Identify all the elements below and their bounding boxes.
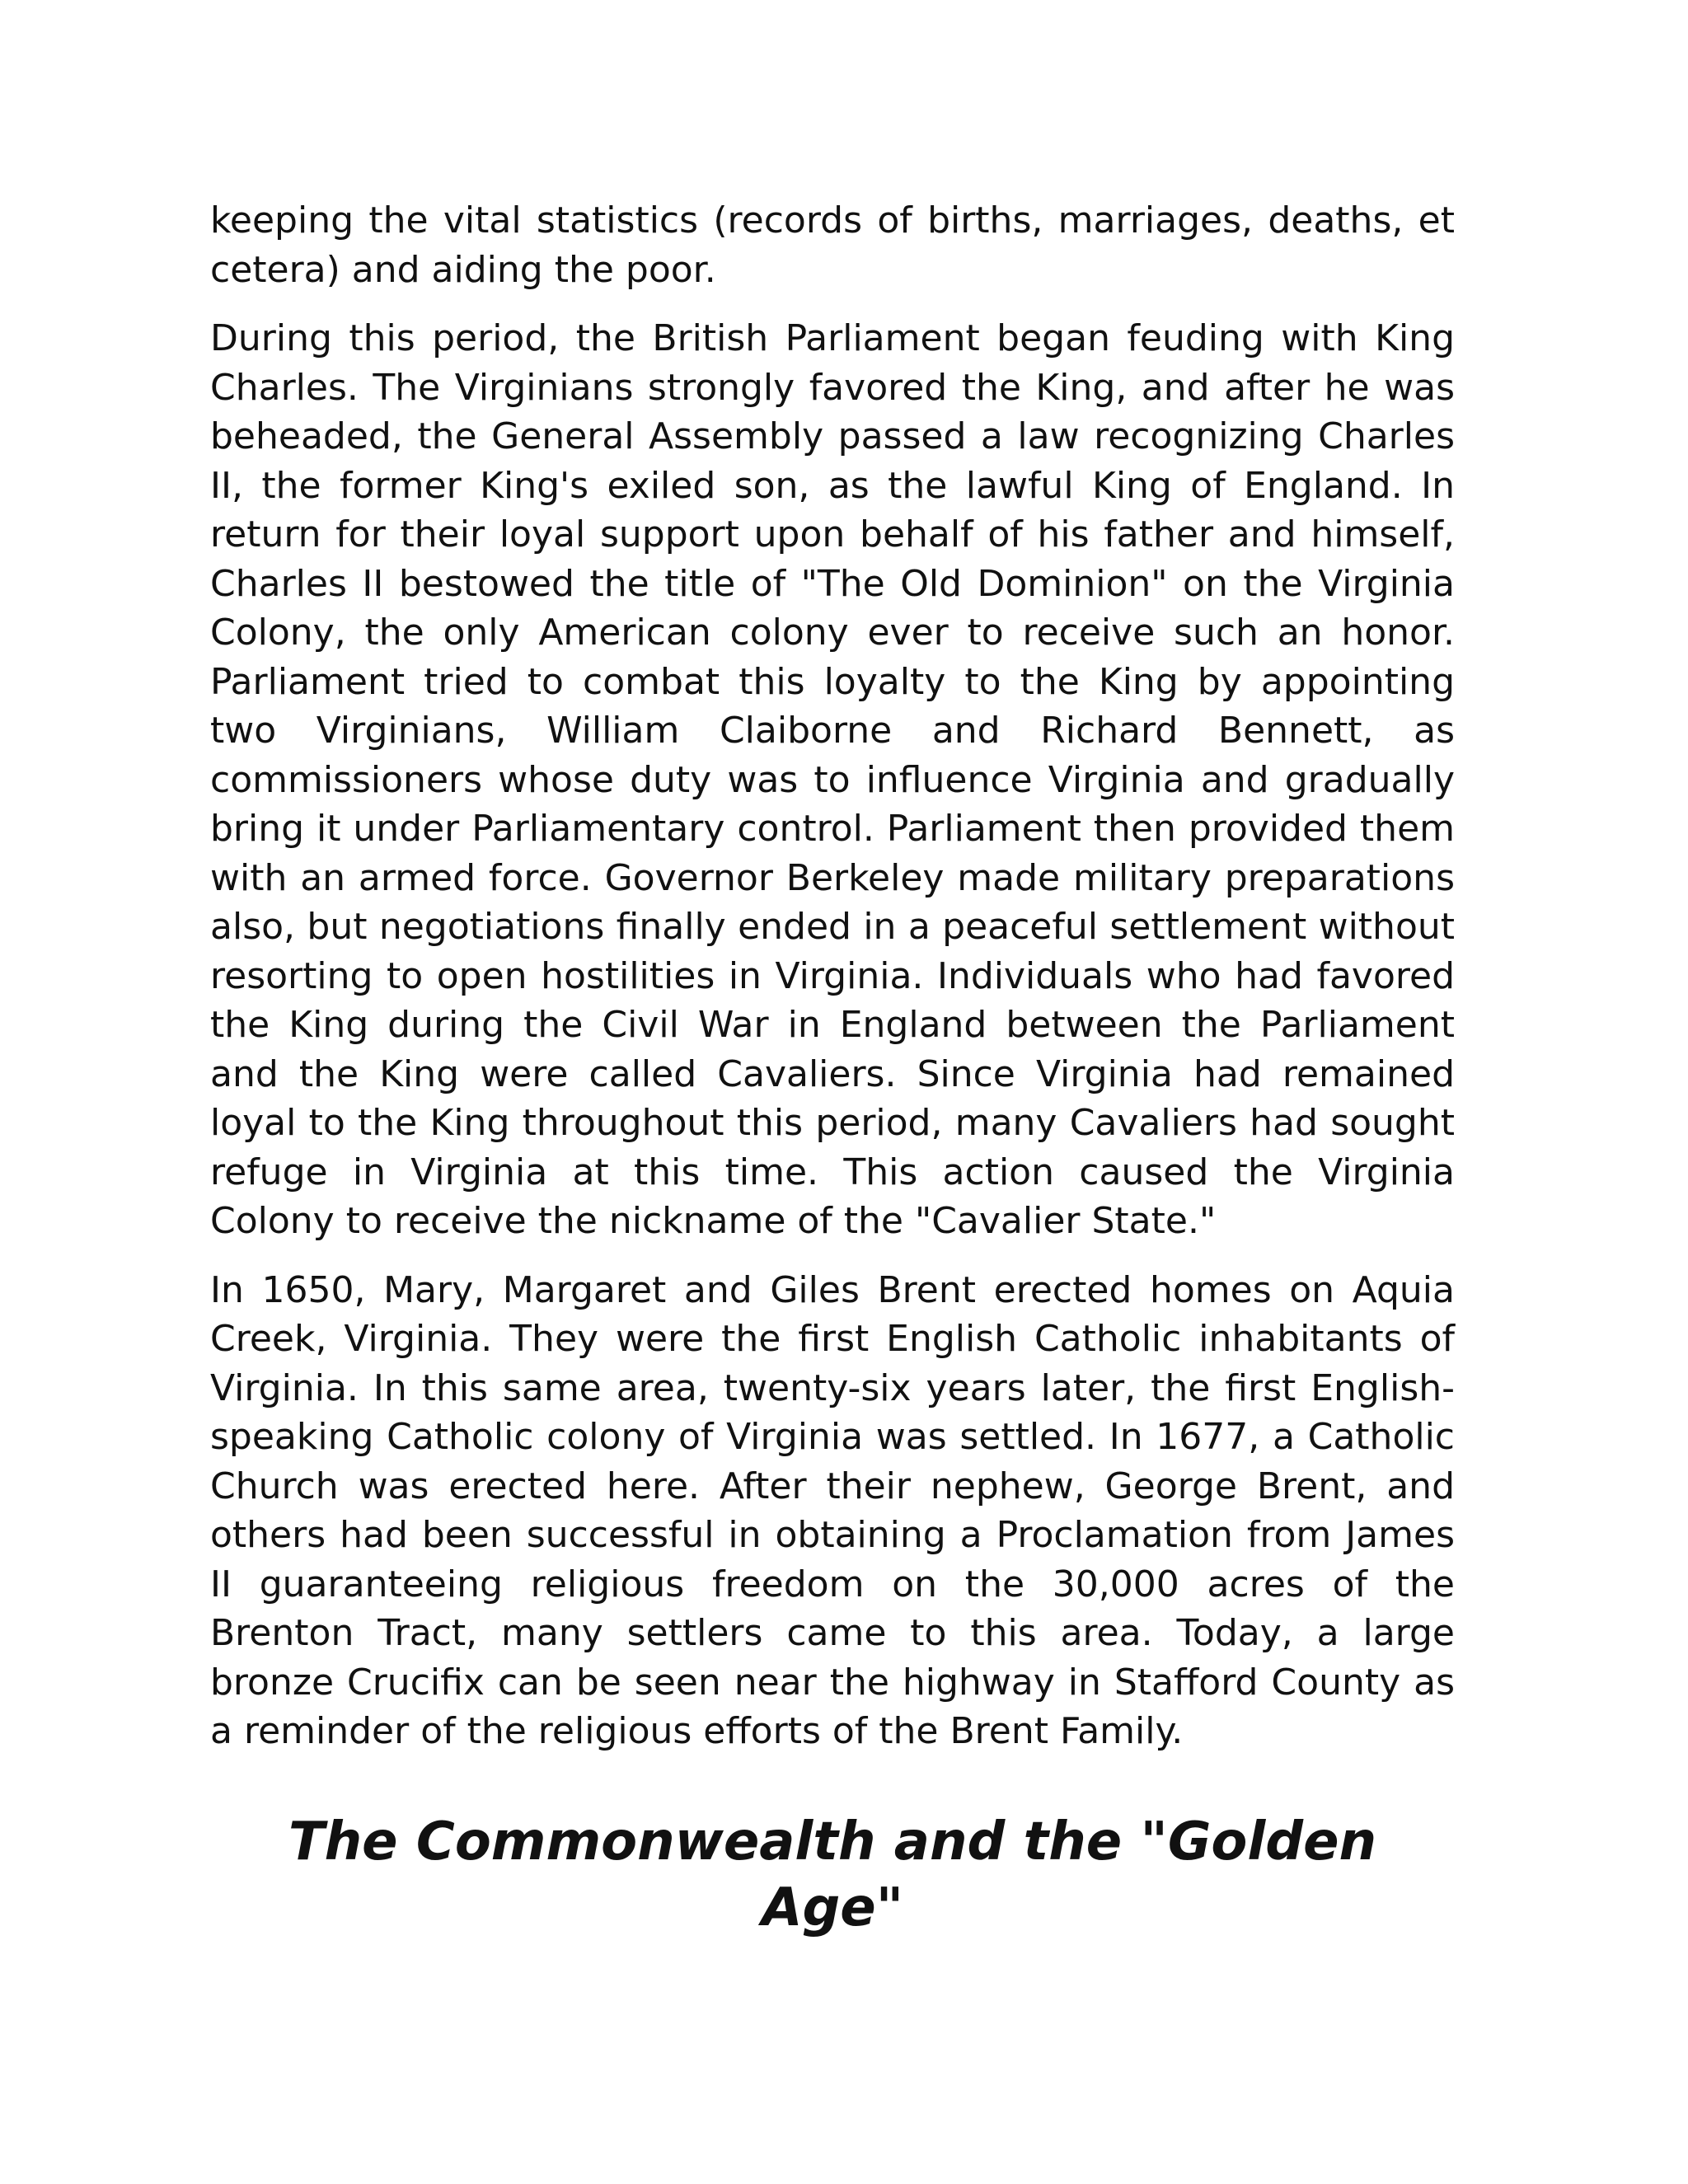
section-heading: The Commonwealth and the "Golden Age" xyxy=(288,1811,1377,1938)
document-body xyxy=(210,196,1455,1776)
paragraph-brent-family: In 1650, Mary, Margaret and Giles Brent erected homes on Aquia Creek, Virginia. They were the first English Catholic inhabitants of Virginia. In this same area, twenty-six years later, the first English-speaking Catholic colony of Virginia was settled. In 1677, a Catholic Church was erected here. After their nephew, George Brent, and others had been successful in obtaining a Proclamation from James II guaranteeing religious freedom on the 30,000 acres of the Brenton Tract, many settlers came to this area. Today, a large bronze Crucifix can be seen near the highway in Stafford County as a reminder of the religious efforts of the Brent Family. xyxy=(210,1268,1455,1752)
paragraph-vital-statistics: keeping the vital statistics (records of births, marriages, deaths, et cetera) and aiding the poor. xyxy=(210,199,1455,291)
paragraph-parliament-feud: During this period, the British Parliament began feuding with King Charles. The Virginians strongly favored the King, and after he was beheaded, the General Assembly passed a law recognizing Charles II, the former King's exiled son, as the lawful King of England. In return for their loyal support upon behalf of his father and himself, Charles II bestowed the title of "The Old Dominion" on the Virginia Colony, the only American colony ever to receive such an honor. Parliament tried to combat this loyalty to the King by appointing two Virginians, William Claiborne and Richard Bennett, as commissioners whose duty was to influence Virginia and gradually bring it under Parliamentary control. Parliament then provided them with an armed force. Governor Berkeley made military preparations also, but negotiations finally ended in a peaceful settlement without resorting to open hostilities in Virginia. Individuals who had favored the King during the Civil War in England between the Parliament and the King were called Cavaliers. Since Virginia had remained loyal to the King throughout this period, many Cavaliers had sought refuge in Virginia at this time. This action caused the Virginia Colony to receive the nickname of the "Cavalier State." xyxy=(210,317,1455,1242)
